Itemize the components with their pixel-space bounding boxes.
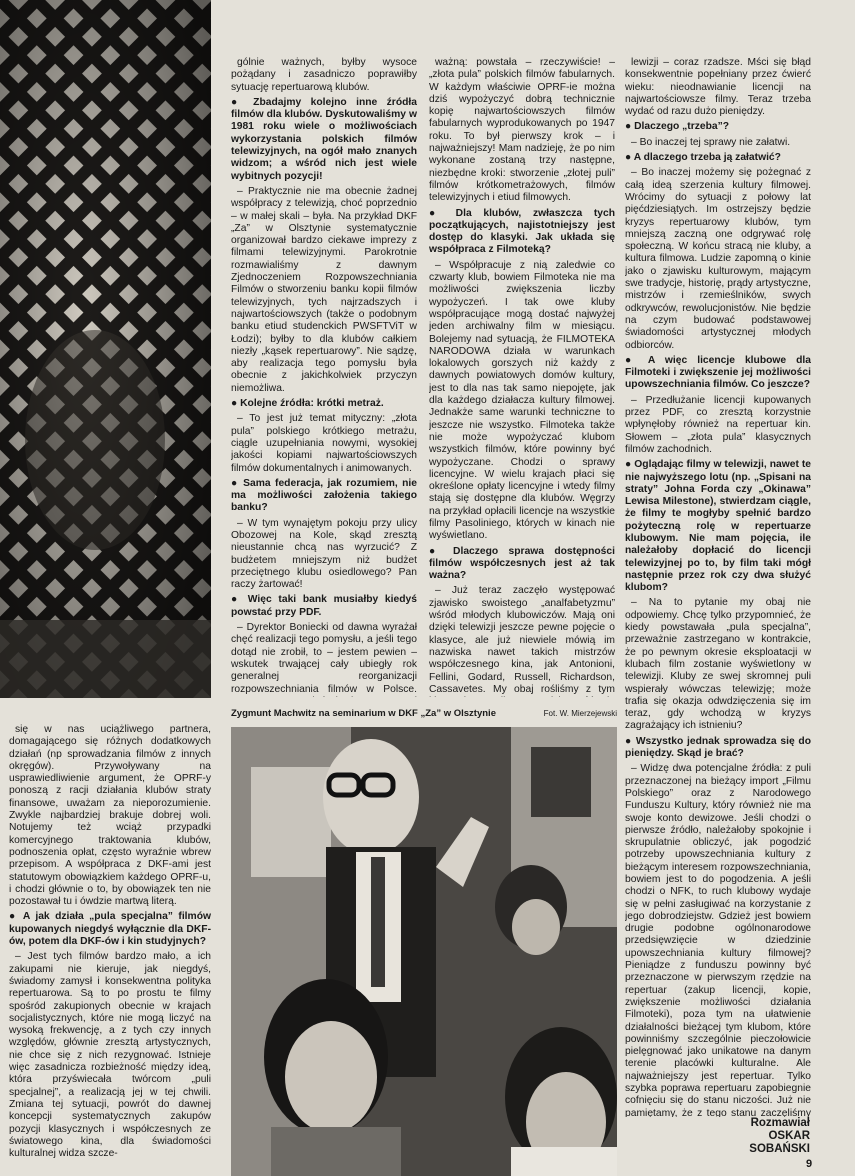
article-column-2 bbox=[231, 57, 417, 697]
interview-answer: – Współpracuje z nią zaledwie co czwarty klub, bowiem Filmoteka nie ma możliwości zwiększenia liczby wypożyczeń. I tak owe kluby współpracujące mogą dostać najwyżej jeden archiwalny film w miesiącu. Bolejemy nad sytuacją, że FILMOTEKA NARODOWA działa w warunkach lokalowych gorszych niż każdy z dawnych powiatowych domów kultury, jest to dla nas tak samo niepojęte, jak dla każdego działacza kultury filmowej. Jednakże same warunki techniczne to jeszcze nie wszystko. Filmoteka także nie może wypożyczać klubom wszystkich filmów, które powinny być wypożyczane. Chodzi o sprawy licencyjne. W wielu krajach płaci się określone opłaty licencyjne i wtedy filmy stają się dostępne dla klubów. Węgrzy na przykład opłacili licencje na wszystkie filmy Pasoliniego, których w kinach nie wyświetlano. bbox=[429, 259, 615, 542]
interview-question: ● Dla klubów, zwłaszcza tych początkujących, najistotniejszy jest dostęp do klasyki. Jak układa się współpraca z Filmoteką? bbox=[429, 208, 615, 257]
seminar-image bbox=[231, 727, 617, 1176]
article-column-4 bbox=[625, 57, 811, 1117]
seminar-photo bbox=[231, 727, 617, 1176]
interview-question: ● Dlaczego sprawa dostępności filmów współczesnych jest aż tak ważna? bbox=[429, 546, 615, 583]
signature-line-3: SOBAŃSKI bbox=[749, 1143, 810, 1155]
interview-answer: – Jest tych filmów bardzo mało, a ich zakupami nie kieruje, jak niegdyś, świadomy zamysł i konsekwentna polityka repertuarowa. Są to po prostu te filmy spośród zakupionych obecnie w krajach socjalistycznych, które nie mogą liczyć na wysoką frekwencję, a z tych czy innych względów, głównie zresztą artystycznych, nie chce się z nich rezygnować. Istnieje więc zasadnicza rozbieżność między ideą, która przyświecała twórcom „puli specjalnej”, a realizacją jej w tej chwili. Zmiana tej sytuacji, powrót do dawnej koncepcji systematycznych zakupów pozycji klasycznych i współczesnych ze światowego kina, dla świadomości kulturalnej widza szcze- bbox=[9, 951, 211, 1160]
signature-line-1: Rozmawiał bbox=[750, 1117, 810, 1129]
interview-question: ● A więc licencje klubowe dla Filmoteki i zwiększenie jej możliwości upowszechniania filmów. Co jeszcze? bbox=[625, 355, 811, 392]
interviewer-signature bbox=[700, 1117, 810, 1156]
interview-question: ● A jak działa „pula specjalna” filmów kupowanych niegdyś wyłącznie dla DKF-ów, potem dla DKF-ów i kin studyjnych? bbox=[9, 911, 211, 948]
photo-caption: Zygmunt Machwitz na seminarium w DKF „Za” w Olsztynie bbox=[231, 708, 496, 719]
interview-answer: lewizji – coraz rzadsze. Mści się błąd konsekwentnie popełniany przez ćwierć wieku: nieodnawianie licencji na najwartościowsze filmy. Teraz trzeba wydać od razu dużo pieniędzy. bbox=[625, 57, 811, 118]
interview-question: ● Dlaczego „trzeba”? bbox=[625, 121, 811, 133]
interview-answer: ważną: powstała – rzeczywiście! – „złota pula” polskich filmów fabularnych. W każdym właściwie OPRF-ie można dziś wypożyczyć dobrą technicznie kopię najwartościowszych filmów fabularnych wyprodukowanych po 1947 roku. To był pierwszy krok – i najważniejszy! Mam nadzieję, że po nim wykonane zostaną trzy następne, niezbędne kroki: stworzenie „złotej puli” filmów krótkometrażowych, filmów telewizyjnych i etiud filmowych. bbox=[429, 57, 615, 204]
interview-question: ● Więc taki bank musiałby kiedyś powstać przy PDF. bbox=[231, 594, 417, 619]
interview-answer: – Dyrektor Boniecki od dawna wyrażał chęć realizacji tego pomysłu, a jeśli tego dotąd nie zrobił, to – jestem pewien – wskutek trwającej cały ubiegły rok generalnej reorganizacji rozpowszechniania filmów w Polsce. bbox=[231, 622, 417, 695]
interview-question: ● Kolejne źródła: krótki metraż. bbox=[231, 398, 417, 410]
interview-answer: – Bo inaczej możemy się pożegnać z całą ideą szerzenia kultury filmowej. Wrócimy do sytuacji z połowy lat pięćdziesiątych. Im ostrzejszy będzie kryzys repertuarowy klubów, tym mniejszą zaczną one odgrywać rolę społeczną. W końcu stracą nie kluby, a kultura filmowa. Ludzie zapomną o kinie jako o zjawisku kulturowym, mającym swe tradycje, historię, prądy artystyczne, mistrzów i rzemieślników, swych odkrywców, rewolucjonistów. Nie będzie na czym budować podstawowej świadomości artystycznej młodych odbiorców. bbox=[625, 167, 811, 351]
page-number: 9 bbox=[806, 1158, 813, 1170]
photo-credit: Fot. W. Mierzejewski bbox=[543, 709, 617, 718]
interview-answer: – Praktycznie nie ma obecnie żadnej współpracy z telewizją, choć poprzednio – w małej skali – była. Na przykład DKF „Za” w Olsztynie systematycznie organizował bardzo ciekawe imprezy z filmami telewizyjnymi. Parokrotnie rozmawialiśmy z dawnym Zjednoczeniem Rozpowszechniania Filmów o stworzeniu banku kopii filmów telewizyjnych, tych najrzadszych i najwartościowszych (także o podobnym banku etiud studenckich PWSFTViT w Łodzi); byłby to dla klubów całkiem niezły „kąsek repertuarowy”. Nie sądzę, aby realizacja tego pomysłu była obecnie z jakichkolwiek przyczyn niemożliwa. bbox=[231, 185, 417, 394]
interview-question: ● Oglądając filmy w telewizji, nawet te nie najwyższego lotu (np. „Spisani na straty” Johna Forda czy „Okinawa” Lewisa Milestone), stwierdzam ciągle, że filmy te mogłyby spełnić bardzo pożyteczną rolę w repertuarze klubowym. Nie mam pojęcia, ile należałoby dopłacić do licencji telewizyjnej po to, by film taki mógł następnie przez rok czy dwa służyć klubom? bbox=[625, 459, 811, 594]
interview-answer: – Na to pytanie my obaj nie odpowiemy. Chcę tylko przypomnieć, że kiedy powstawała „pula specjalna”, przeważnie zastrzegano w kontrakcie, że po pewnym okresie eksploatacji w klubach film zostanie wyświetlony w telewizji. Kluby ze swej skromnej puli wspierały wówczas telewizję; może trafia się okazja odwdzięczenia się im teraz, gdy wchodzą w kryzys zagrażający ich istnieniu? bbox=[625, 597, 811, 732]
interview-answer: gólnie ważnych, byłby wysoce pożądany i zasadniczo poprawiłby sytuację repertuarową klubów. bbox=[231, 57, 417, 93]
interview-answer: – Widzę dwa potencjalne źródła: z puli przeznaczonej na bieżący import „Filmu Polskiego” oraz z Narodowego Funduszu Kultury, który również nie ma swoje konto dewizowe. Jeśli chodzi o pierwsze źródło, należałoby spokojnie i skrupulatnie obliczyć, jak pogodzić potrzeby upowszechniania kultury z bieżącym interesem rozpowszechniania, bowiem jest to do pogodzenia. A jeśli chodzi o NFK, to ruch klubowy wydaje się w pełni zasługiwać na korzystanie z jego dobrodziejstw. Gdzież jest bowiem drugie podobne ogólnonarodowe przedsięwzięcie w dziedzinie upowszechniania kultury filmowej? Pieniądze z funduszu powinny być przeznaczone w pierwszym rzędzie na repertuar (zakup licencji, kopie, zwiększenie możliwości działania Filmoteki), poza tym na ułatwienie działalności bieżącej tym klubom, które powinniśmy szczególnie pieczołowicie pielęgnować jako unikatowe na danym terenie placówki kulturalne. Ale najważniejszy jest repertuar. Tylko szybka poprawa repertuaru zapobiegnie cofnięciu się do stanu niczości. Już nie pamiętamy, że z tego stanu zaczęliśmy bbox=[625, 763, 811, 1117]
article-column-1 bbox=[9, 724, 211, 1174]
lattice-image bbox=[0, 0, 211, 698]
interview-answer: – Już teraz zaczęło występować zjawisko swoistego „analfabetyzmu” wśród młodych klubowiczów. Mają oni dzięki telewizji jeszcze pewne pojęcie o klasyce, ale już niewiele mówią im nazwiska nawet takich mistrzów współczesnego kina, jak Antonioni, Fellini, Godard, Russell, Richardson, Cassavetes. My obaj rośliśmy z tym bbox=[429, 585, 615, 695]
interview-answer: – To jest już temat mityczny: „złota pula” polskiego krótkiego metrażu, ciągle uzupełniania nowymi, wysokiej jakości kopiami najwartościowszych filmów dokumentalnych i animowanych. bbox=[231, 413, 417, 474]
lattice-photo bbox=[0, 0, 211, 698]
interview-answer: – W tym wynajętym pokoju przy ulicy Obozowej na Kole, skąd zresztą nieustannie chcą nas wyrzucić? Z budżetem mniejszym niż budżet przeciętnego klubu osiedlowego? Pan raczy żartować! bbox=[231, 517, 417, 591]
interview-question: ● Zbadajmy kolejno inne źródła filmów dla klubów. Dyskutowaliśmy w 1981 roku wiele o możliwościach wykorzystania polskich filmów telewizyjnych, na ogół mało znanych widzom; a wśród nich jest wiele wybitnych pozycji! bbox=[231, 97, 417, 183]
interview-question: ● Sama federacja, jak rozumiem, nie ma możliwości założenia takiego banku? bbox=[231, 478, 417, 515]
interview-question: ● Wszystko jednak sprowadza się do pieniędzy. Skąd je brać? bbox=[625, 736, 811, 761]
interview-answer: się w nas uciążliwego partnera, domagającego się różnych dodatkowych działań (np sprowadzania filmów z innych okręgów). Przywoływany na usprawiedliwienie argument, że OPRF-y ponoszą z racji działania klubów straty finansowe, uważam za nieporozumienie. Zwykle najbardziej brakuje dobrej woli. Notujemy też wciąż przypadki komercyjnego traktowania klubów, podnoszenia opłat, często wyraźnie wbrew przepisom. A współpraca z DKF-ami jest statutowym obowiązkiem każdego OPRF-u, i chodzi głównie o to, by obowiązek ten nie pozostawał tu i ówdzie martwą literą. bbox=[9, 724, 211, 908]
signature-line-2: OSKAR bbox=[768, 1130, 810, 1142]
interview-question: ● A dlaczego trzeba ją załatwić? bbox=[625, 152, 811, 164]
interview-answer: – Przedłużanie licencji kupowanych przez PDF, co zresztą korzystnie wpłynęłoby również na repertuar kin. Słowem – „złota pula” klasycznych filmów zachodnich. bbox=[625, 394, 811, 455]
article-column-3 bbox=[429, 57, 615, 697]
interview-answer: – Bo inaczej tej sprawy nie załatwi. bbox=[631, 136, 791, 148]
